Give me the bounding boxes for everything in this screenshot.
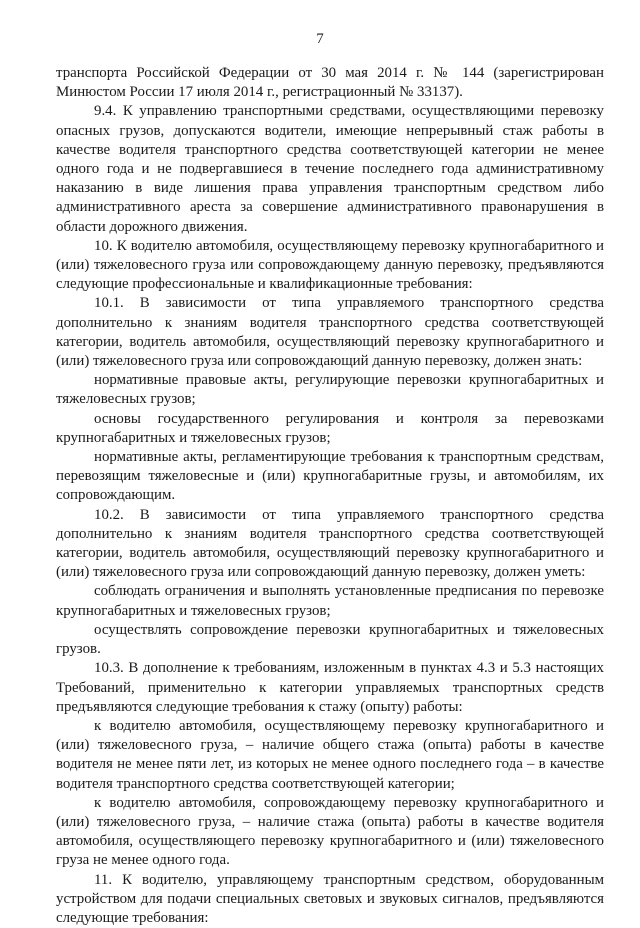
paragraph-10: 10. К водителю автомобиля, осуществляющему перевозку крупногабаритного и (или) тяжеловесного груза или сопровождающему данную перевозку, предъявляются следующие профессиональные и квалификационные требования:	[56, 237, 604, 293]
paragraph-10-3-item-2: к водителю автомобиля, сопровождающему перевозку крупногабаритного и (или) тяжеловесного груза, – наличие стажа (опыта) работы в качестве водителя автомобиля, осуществляющего перевозку крупногабаритного и (или) тяжеловесного груза не менее одного года.	[56, 794, 604, 869]
paragraph-10-2-item-2: осуществлять сопровождение перевозки крупногабаритных и тяжеловесных грузов.	[56, 621, 604, 658]
paragraph-10-2: 10.2. В зависимости от типа управляемого транспортного средства дополнительно к знаниям водителя транспортного средства соответствующей категории, водитель автомобиля, осуществляющий перевозку крупногабаритного и (или) тяжеловесного груза или сопровождающий данную перевозку, должен уметь:	[56, 506, 604, 581]
paragraph-10-3: 10.3. В дополнение к требованиям, изложенным в пунктах 4.3 и 5.3 настоящих Требований, применительно к категории управляемых транспортных средств предъявляются следующие требования к стажу (опыту) работы:	[56, 660, 604, 715]
paragraph-continuation: транспорта Российской Федерации от 30 мая 2014 г. № 144 (зарегистрирован Минюстом России 17 июля 2014 г., регистрационный № 33137).	[56, 65, 604, 101]
page-number: 7	[316, 31, 324, 47]
paragraph-10-1: 10.1. В зависимости от типа управляемого транспортного средства дополнительно к знаниям водителя транспортного средства соответствующей категории, водитель автомобиля, осуществляющий перевозку крупногабаритного и (или) тяжеловесного груза или сопровождающий данную перевозку, должен знать:	[56, 295, 604, 370]
paragraph-10-3-item-1: к водителю автомобиля, осуществляющему перевозку крупногабаритного и (или) тяжеловесного груза, – наличие общего стажа (опыта) работы в качестве водителя не менее пяти лет, из которых не менее одного последнего года – в качестве водителя транспортного средства соответствующей категории;	[56, 717, 604, 792]
paragraph-10-1-item-3: нормативные акты, регламентирующие требования к транспортным средствам, перевозящим тяжеловесные и (или) крупногабаритные грузы, и автомобилям, их сопровождающим.	[56, 449, 604, 504]
paragraph-10-2-item-1: соблюдать ограничения и выполнять установленные предписания по перевозке крупногабаритных и тяжеловесных грузов;	[56, 583, 604, 619]
paragraph-11: 11. К водителю, управляющему транспортным средством, оборудованным устройством для подачи специальных световых и звуковых сигналов, предъявляются следующие требования:	[56, 871, 604, 926]
paragraph-10-1-item-1: нормативные правовые акты, регулирующие перевозки крупногабаритных и тяжеловесных грузов;	[56, 372, 604, 408]
document-body	[56, 64, 604, 928]
paragraph-9-4: 9.4. К управлению транспортными средствами, осуществляющими перевозку опасных грузов, допускаются водители, имеющие непрерывный стаж работы в качестве водителя транспортного средства соответствующей категории не менее одного года и не подвергавшиеся в течение последнего года административному наказанию в виде лишения права управления транспортным средством либо административного ареста за совершение административного правонарушения в области дорожного движения.	[56, 103, 604, 235]
paragraph-10-1-item-2: основы государственного регулирования и контроля за перевозками крупногабаритных и тяжеловесных грузов;	[56, 410, 604, 446]
